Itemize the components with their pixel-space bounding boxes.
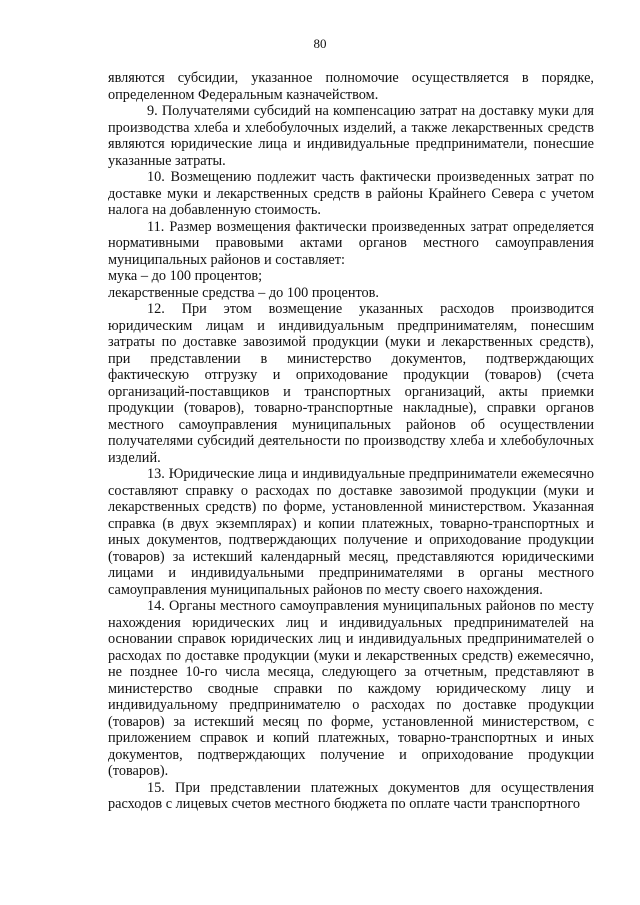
paragraph-item-10: 10. Возмещению подлежит часть фактически произведенных затрат по доставке муки и лекарственных средств в районы Крайнего Севера с учетом налога на добавленную стоимость.	[108, 169, 594, 218]
page-number: 80	[313, 36, 327, 51]
paragraph-item-12: 12. При этом возмещение указанных расходов производится юридическим лицам и индивидуальным предпринимателям, понесшим затраты по доставке завозимой продукции (муки и лекарственных средств), при представлении в министерство документов, подтверждающих фактическую отгрузку и оприходование продукции (товаров) (счета организаций-поставщиков и транспортных организаций, акты приемки продукции (товаров), товарно-транспортные накладные), справки органов местного самоуправления муниципальных районов об осуществлении получателями субсидий деятельности по производству хлеба и хлебобулочных изделий.	[108, 301, 594, 466]
paragraph-item-9: 9. Получателями субсидий на компенсацию затрат на доставку муки для производства хлеба и хлебобулочных изделий, а также лекарственных средств являются юридические лица и индивидуальные предприниматели, понесшие указанные затраты.	[108, 103, 594, 169]
paragraph-item-15: 15. При представлении платежных документов для осуществления расходов с лицевых счетов местного бюджета по оплате части транспортного	[108, 779, 594, 812]
paragraph-flour-rate: мука – до 100 процентов;	[108, 268, 263, 284]
paragraph-medicine-rate: лекарственные средства – до 100 процентов.	[108, 284, 380, 301]
document-body	[108, 70, 594, 813]
paragraph-item-13: 13. Юридические лица и индивидуальные предприниматели ежемесячно составляют справку о расходах по доставке завозимой продукции (муки и лекарственных средств) по форме, установленной министерством. Указанная справка (в двух экземплярах) и копии платежных, товарно-транспортных и иных документов, подтверждающих получение и оприходование продукции (товаров) за истекший календарный месяц, представляются юридическими лицами и индивидуальными предпринимателями в органы местного самоуправления муниципальных районов по месту своего нахождения.	[108, 466, 594, 598]
paragraph-continuation: являются субсидии, указанное полномочие осуществляется в порядке, определенном Федеральным казначейством.	[108, 70, 594, 103]
paragraph-item-14: 14. Органы местного самоуправления муниципальных районов по месту нахождения юридических лиц и индивидуальных предпринимателей на основании справок юридических лиц и индивидуальных предпринимателей о расходах по доставке продукции (муки и лекарственных средств) ежемесячно, не позднее 10-го числа месяца, следующего за отчетным, представляют в министерство сводные справки по каждому юридическому лицу и индивидуальному предпринимателю о расходах по доставке продукции (товаров) за истекший месяц по форме, установленной министерством, с приложением справок и копий платежных, товарно-транспортных и иных документов, подтверждающих получение и оприходование продукции (товаров).	[108, 598, 594, 779]
paragraph-item-11: 11. Размер возмещения фактически произведенных затрат определяется нормативными правовыми актами органов местного самоуправления муниципальных районов и составляет:	[108, 218, 594, 268]
